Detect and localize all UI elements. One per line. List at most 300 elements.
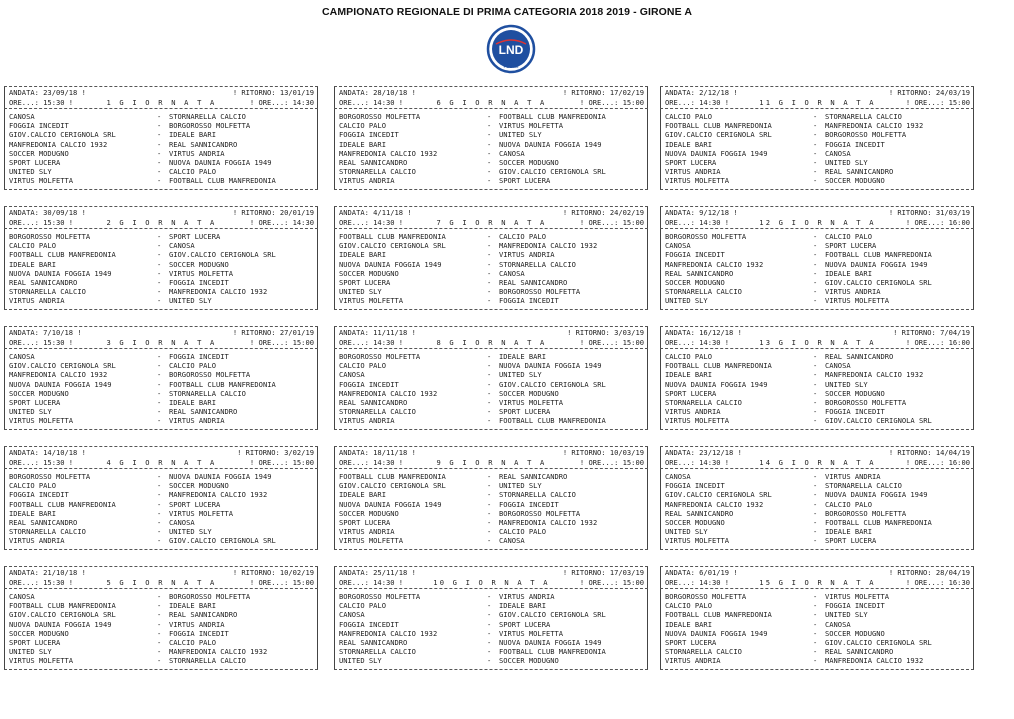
andata-date: ANDATA: 14/10/18 ! [9, 448, 86, 457]
away-team: SPORT LUCERA [169, 499, 221, 509]
away-team: SOCCER MODUGNO [499, 388, 559, 398]
away-team: VIRTUS ANDRIA [499, 250, 555, 260]
match-separator: - [157, 370, 162, 380]
match-row [665, 656, 970, 665]
match-row [9, 269, 314, 278]
match-row [9, 407, 314, 416]
away-team: STORNARELLA CALCIO [825, 481, 902, 491]
match-row [9, 610, 314, 619]
home-team: SPORT LUCERA [339, 277, 391, 287]
home-team: STORNARELLA CALCIO [665, 397, 742, 407]
home-team: NUOVA DAUNIA FOGGIA 1949 [9, 268, 112, 278]
away-team: STORNARELLA CALCIO [169, 112, 246, 121]
ritorno-date: ! RITORNO: 14/04/19 [888, 448, 970, 457]
match-row [665, 647, 970, 656]
giornata-label: 7 G I O R N A T A [436, 217, 547, 227]
ore-ritorno: ! ORE...: 16:00 [905, 337, 970, 347]
match-row [339, 656, 644, 665]
match-row [339, 389, 644, 398]
round-header [4, 207, 318, 228]
match-separator: - [487, 259, 492, 269]
round-block [660, 326, 974, 438]
match-row [339, 620, 644, 629]
match-list [334, 349, 648, 429]
andata-date: ANDATA: 11/11/18 ! [339, 328, 416, 337]
round-header [4, 567, 318, 588]
home-team: FOOTBALL CLUB MANFREDONIA [665, 361, 772, 371]
away-team: GIOV.CALCIO CERIGNOLA SRL [825, 637, 932, 647]
ore-ritorno: ! ORE...: 15:00 [249, 577, 314, 587]
home-team: CANOSA [665, 241, 691, 251]
home-team: STORNARELLA CALCIO [9, 287, 86, 297]
match-row [665, 296, 970, 305]
home-team: GIOV.CALCIO CERIGNOLA SRL [9, 610, 116, 620]
away-team: IDEALE BARI [499, 601, 546, 611]
ritorno-date: ! RITORNO: 17/03/19 [562, 568, 644, 577]
away-team: REAL SANNICANDRO [169, 139, 238, 149]
match-separator: - [487, 277, 492, 287]
home-team: SOCCER MODUGNO [339, 268, 399, 278]
round-block [4, 326, 318, 438]
home-team: IDEALE BARI [9, 259, 56, 269]
home-team: FOOTBALL CLUB MANFREDONIA [9, 601, 116, 611]
home-team: UNITED SLY [339, 287, 382, 297]
away-team: FOGGIA INCEDIT [169, 628, 229, 638]
home-team: STORNARELLA CALCIO [665, 287, 742, 297]
home-team: IDEALE BARI [339, 250, 386, 260]
match-separator: - [813, 517, 818, 527]
match-list [660, 109, 974, 189]
round-block [660, 446, 974, 558]
ore-andata: ORE...: 14:30 ! [339, 97, 404, 107]
match-separator: - [813, 241, 818, 251]
match-separator: - [487, 241, 492, 251]
away-team: IDEALE BARI [169, 130, 216, 140]
match-separator: - [157, 656, 162, 666]
round-header-row [339, 208, 644, 218]
away-team: REAL SANNICANDRO [499, 277, 568, 287]
away-team: GIOV.CALCIO CERIGNOLA SRL [499, 167, 606, 177]
match-row [665, 380, 970, 389]
match-row [9, 656, 314, 665]
match-separator: - [157, 296, 162, 306]
match-separator: - [487, 130, 492, 140]
home-team: SPORT LUCERA [665, 637, 717, 647]
match-row [339, 380, 644, 389]
home-team: NUOVA DAUNIA FOGGIA 1949 [9, 379, 112, 389]
home-team: FOGGIA INCEDIT [339, 619, 399, 629]
home-team: CANOSA [9, 592, 35, 601]
match-separator: - [813, 536, 818, 546]
match-row [9, 167, 314, 176]
page-title: CAMPIONATO REGIONALE DI PRIMA CATEGORIA 2018 2019 - GIRONE A [321, 6, 693, 18]
home-team: NUOVA DAUNIA FOGGIA 1949 [665, 148, 768, 158]
round-header-row [9, 208, 314, 218]
home-team: BORGOROSSO MOLFETTA [9, 232, 91, 241]
round-header-row [339, 88, 644, 98]
andata-date: ANDATA: 23/12/18 ! [665, 448, 742, 457]
bottom-rule [4, 549, 318, 550]
away-team: SOCCER MODUGNO [169, 259, 229, 269]
match-row [9, 370, 314, 379]
andata-date: ANDATA: 23/09/18 ! [9, 88, 86, 97]
match-separator: - [157, 361, 162, 371]
match-separator: - [813, 527, 818, 537]
match-row [665, 112, 970, 121]
away-team: UNITED SLY [825, 610, 868, 620]
home-team: GIOV.CALCIO CERIGNOLA SRL [9, 361, 116, 371]
away-team: FOOTBALL CLUB MANFREDONIA [499, 647, 606, 657]
match-separator: - [813, 232, 818, 241]
ore-andata: ORE...: 14:30 ! [665, 337, 730, 347]
round-block [334, 86, 648, 198]
ore-ritorno: ! ORE...: 15:00 [579, 457, 644, 467]
ore-andata: ORE...: 14:30 ! [665, 457, 730, 467]
away-team: VIRTUS MOLFETTA [825, 592, 890, 601]
match-list [660, 349, 974, 429]
match-list [660, 229, 974, 309]
away-team: FOGGIA INCEDIT [825, 601, 885, 611]
home-team: REAL SANNICANDRO [665, 268, 734, 278]
match-row [9, 241, 314, 250]
away-team: REAL SANNICANDRO [169, 610, 238, 620]
match-separator: - [813, 397, 818, 407]
home-team: NUOVA DAUNIA FOGGIA 1949 [339, 259, 442, 269]
home-team: REAL SANNICANDRO [339, 637, 408, 647]
match-separator: - [813, 499, 818, 509]
match-separator: - [487, 361, 492, 371]
ore-andata: ORE...: 15:30 ! [9, 457, 74, 467]
match-separator: - [487, 481, 492, 491]
away-team: GIOV.CALCIO CERIGNOLA SRL [825, 416, 932, 426]
away-team: NUOVA DAUNIA FOGGIA 1949 [169, 472, 272, 481]
home-team: VIRTUS ANDRIA [9, 296, 65, 306]
round-header [660, 447, 974, 468]
match-list [4, 229, 318, 309]
match-list [334, 109, 648, 189]
match-separator: - [813, 472, 818, 481]
match-row [9, 361, 314, 370]
match-row [9, 389, 314, 398]
match-list [334, 589, 648, 669]
match-row [665, 370, 970, 379]
match-row [339, 250, 644, 259]
match-row [665, 176, 970, 185]
match-row [9, 601, 314, 610]
home-team: UNITED SLY [9, 647, 52, 657]
match-separator: - [157, 148, 162, 158]
away-team: GIOV.CALCIO CERIGNOLA SRL [169, 250, 276, 260]
away-team: STORNARELLA CALCIO [169, 388, 246, 398]
away-team: CANOSA [825, 619, 851, 629]
ore-ritorno: ! ORE...: 15:00 [579, 577, 644, 587]
match-separator: - [157, 259, 162, 269]
home-team: SPORT LUCERA [339, 517, 391, 527]
away-team: NUOVA DAUNIA FOGGIA 1949 [825, 490, 928, 500]
round-header-row [665, 218, 970, 228]
match-row [339, 647, 644, 656]
match-row [9, 647, 314, 656]
match-separator: - [157, 112, 162, 121]
match-separator: - [157, 167, 162, 177]
bottom-rule [4, 669, 318, 670]
ore-ritorno: ! ORE...: 16:30 [905, 577, 970, 587]
away-team: BORGOROSSO MOLFETTA [825, 130, 907, 140]
match-separator: - [157, 637, 162, 647]
ritorno-date: ! RITORNO: 28/04/19 [888, 568, 970, 577]
match-separator: - [487, 157, 492, 167]
home-team: REAL SANNICANDRO [339, 397, 408, 407]
away-team: VIRTUS MOLFETTA [169, 268, 234, 278]
ore-andata: ORE...: 14:30 ! [339, 217, 404, 227]
round-block [4, 446, 318, 558]
round-header-row [9, 338, 314, 348]
match-row [339, 481, 644, 490]
giornata-label: 8 G I O R N A T A [436, 337, 547, 347]
match-separator: - [813, 407, 818, 417]
home-team: UNITED SLY [339, 656, 382, 666]
home-team: SOCCER MODUGNO [665, 277, 725, 287]
away-team: CANOSA [499, 268, 525, 278]
round-header-row [339, 448, 644, 458]
ore-andata: ORE...: 14:30 ! [339, 457, 404, 467]
home-team: FOOTBALL CLUB MANFREDONIA [339, 472, 446, 481]
match-separator: - [157, 268, 162, 278]
away-team: IDEALE BARI [169, 601, 216, 611]
match-separator: - [487, 647, 492, 657]
match-separator: - [157, 407, 162, 417]
match-separator: - [813, 361, 818, 371]
away-team: CALCIO PALO [825, 232, 872, 241]
match-separator: - [813, 628, 818, 638]
match-separator: - [487, 656, 492, 666]
match-separator: - [157, 157, 162, 167]
round-header-row [9, 458, 314, 468]
away-team: NUOVA DAUNIA FOGGIA 1949 [499, 139, 602, 149]
home-team: CANOSA [9, 352, 35, 361]
match-row [339, 296, 644, 305]
round-header-row [9, 568, 314, 578]
match-separator: - [157, 490, 162, 500]
match-row [665, 490, 970, 499]
match-separator: - [487, 592, 492, 601]
home-team: REAL SANNICANDRO [9, 517, 78, 527]
away-team: CALCIO PALO [169, 167, 216, 177]
ritorno-date: ! RITORNO: 31/03/19 [888, 208, 970, 217]
match-separator: - [487, 490, 492, 500]
home-team: IDEALE BARI [665, 619, 712, 629]
round-header-row [665, 88, 970, 98]
round-header [334, 567, 648, 588]
away-team: SPORT LUCERA [499, 176, 551, 186]
away-team: VIRTUS ANDRIA [825, 472, 881, 481]
away-team: REAL SANNICANDRO [825, 167, 894, 177]
match-row [9, 140, 314, 149]
match-separator: - [487, 176, 492, 186]
away-team: VIRTUS MOLFETTA [169, 508, 234, 518]
match-separator: - [487, 397, 492, 407]
match-separator: - [813, 592, 818, 601]
home-team: CALCIO PALO [339, 601, 386, 611]
ore-ritorno: ! ORE...: 15:00 [249, 337, 314, 347]
round-header-row [339, 568, 644, 578]
ritorno-date: ! RITORNO: 3/02/19 [237, 448, 314, 457]
match-separator: - [157, 416, 162, 426]
away-team: VIRTUS ANDRIA [825, 287, 881, 297]
ritorno-date: ! RITORNO: 17/02/19 [562, 88, 644, 97]
home-team: NUOVA DAUNIA FOGGIA 1949 [665, 628, 768, 638]
home-team: SOCCER MODUGNO [339, 508, 399, 518]
home-team: IDEALE BARI [339, 139, 386, 149]
match-separator: - [813, 157, 818, 167]
round-block [660, 566, 974, 678]
away-team: FOGGIA INCEDIT [825, 139, 885, 149]
ritorno-date: ! RITORNO: 27/01/19 [232, 328, 314, 337]
match-separator: - [813, 139, 818, 149]
home-team: GIOV.CALCIO CERIGNOLA SRL [339, 481, 446, 491]
round-header [660, 567, 974, 588]
home-team: BORGOROSSO MOLFETTA [665, 592, 747, 601]
round-block [4, 206, 318, 318]
home-team: VIRTUS MOLFETTA [665, 536, 730, 546]
match-row [665, 610, 970, 619]
ritorno-date: ! RITORNO: 7/04/19 [893, 328, 970, 337]
match-separator: - [487, 121, 492, 131]
match-row [9, 398, 314, 407]
away-team: SPORT LUCERA [499, 619, 551, 629]
match-row [665, 250, 970, 259]
match-separator: - [487, 517, 492, 527]
home-team: FOGGIA INCEDIT [665, 481, 725, 491]
match-row [339, 472, 644, 481]
match-list [334, 469, 648, 549]
home-team: MANFREDONIA CALCIO 1932 [9, 370, 108, 380]
match-row [9, 481, 314, 490]
ore-andata: ORE...: 14:30 ! [665, 217, 730, 227]
home-team: NUOVA DAUNIA FOGGIA 1949 [665, 379, 768, 389]
away-team: SPORT LUCERA [825, 241, 877, 251]
match-separator: - [487, 250, 492, 260]
ore-andata: ORE...: 15:30 ! [9, 337, 74, 347]
away-team: IDEALE BARI [499, 352, 546, 361]
away-team: CALCIO PALO [169, 637, 216, 647]
giornata-label: 3 G I O R N A T A [106, 337, 217, 347]
ore-ritorno: ! ORE...: 15:00 [579, 97, 644, 107]
home-team: SOCCER MODUGNO [9, 388, 69, 398]
away-team: VIRTUS MOLFETTA [499, 628, 564, 638]
match-separator: - [813, 637, 818, 647]
match-separator: - [813, 259, 818, 269]
round-header-row [665, 98, 970, 108]
away-team: STORNARELLA CALCIO [169, 656, 246, 666]
home-team: FOOTBALL CLUB MANFREDONIA [9, 250, 116, 260]
away-team: UNITED SLY [499, 130, 542, 140]
away-team: CANOSA [825, 361, 851, 371]
away-team: REAL SANNICANDRO [825, 352, 894, 361]
giornata-label: 12 G I O R N A T A [759, 217, 876, 227]
match-separator: - [487, 296, 492, 306]
home-team: VIRTUS ANDRIA [9, 536, 65, 546]
away-team: FOOTBALL CLUB MANFREDONIA [169, 379, 276, 389]
match-row [665, 518, 970, 527]
ore-andata: ORE...: 14:30 ! [665, 577, 730, 587]
match-separator: - [157, 388, 162, 398]
andata-date: ANDATA: 21/10/18 ! [9, 568, 86, 577]
round-header-row [665, 448, 970, 458]
home-team: GIOV.CALCIO CERIGNOLA SRL [665, 490, 772, 500]
andata-date: ANDATA: 30/09/18 ! [9, 208, 86, 217]
match-row [665, 278, 970, 287]
home-team: SOCCER MODUGNO [9, 628, 69, 638]
match-separator: - [157, 130, 162, 140]
giornata-label: 6 G I O R N A T A [436, 97, 547, 107]
home-team: VIRTUS ANDRIA [665, 656, 721, 666]
home-team: CANOSA [9, 112, 35, 121]
home-team: MANFREDONIA CALCIO 1932 [339, 628, 438, 638]
home-team: SOCCER MODUGNO [9, 148, 69, 158]
away-team: MANFREDONIA CALCIO 1932 [499, 241, 598, 251]
match-row [9, 592, 314, 601]
round-header [660, 207, 974, 228]
ritorno-date: ! RITORNO: 10/03/19 [562, 448, 644, 457]
match-row [665, 592, 970, 601]
away-team: IDEALE BARI [825, 527, 872, 537]
match-separator: - [157, 517, 162, 527]
home-team: BORGOROSSO MOLFETTA [339, 352, 421, 361]
match-separator: - [157, 277, 162, 287]
away-team: SPORT LUCERA [499, 407, 551, 417]
bottom-rule [660, 189, 974, 190]
away-team: BORGOROSSO MOLFETTA [499, 508, 581, 518]
match-separator: - [813, 379, 818, 389]
away-team: BORGOROSSO MOLFETTA [499, 287, 581, 297]
match-row [9, 287, 314, 296]
match-row [665, 140, 970, 149]
home-team: REAL SANNICANDRO [9, 277, 78, 287]
home-team: VIRTUS MOLFETTA [9, 176, 74, 186]
round-block [4, 566, 318, 678]
match-separator: - [157, 121, 162, 131]
match-row [9, 629, 314, 638]
away-team: FOGGIA INCEDIT [499, 499, 559, 509]
home-team: MANFREDONIA CALCIO 1932 [339, 388, 438, 398]
round-header-row [665, 568, 970, 578]
home-team: FOOTBALL CLUB MANFREDONIA [9, 499, 116, 509]
round-block [4, 86, 318, 198]
match-separator: - [487, 370, 492, 380]
round-header-row [665, 328, 970, 338]
match-separator: - [813, 268, 818, 278]
home-team: STORNARELLA CALCIO [339, 167, 416, 177]
home-team: GIOV.CALCIO CERIGNOLA SRL [665, 130, 772, 140]
away-team: SOCCER MODUGNO [499, 656, 559, 666]
home-team: BORGOROSSO MOLFETTA [339, 592, 421, 601]
match-separator: - [157, 610, 162, 620]
match-row [9, 121, 314, 130]
home-team: CALCIO PALO [665, 352, 712, 361]
match-separator: - [487, 232, 492, 241]
ore-andata: ORE...: 14:30 ! [665, 97, 730, 107]
round-block [334, 446, 648, 558]
match-separator: - [813, 112, 818, 121]
round-header-row [9, 98, 314, 108]
home-team: IDEALE BARI [339, 490, 386, 500]
away-team: CANOSA [169, 241, 195, 251]
andata-date: ANDATA: 2/12/18 ! [665, 88, 738, 97]
away-team: BORGOROSSO MOLFETTA [169, 121, 251, 131]
home-team: FOOTBALL CLUB MANFREDONIA [339, 232, 446, 241]
match-row [665, 352, 970, 361]
